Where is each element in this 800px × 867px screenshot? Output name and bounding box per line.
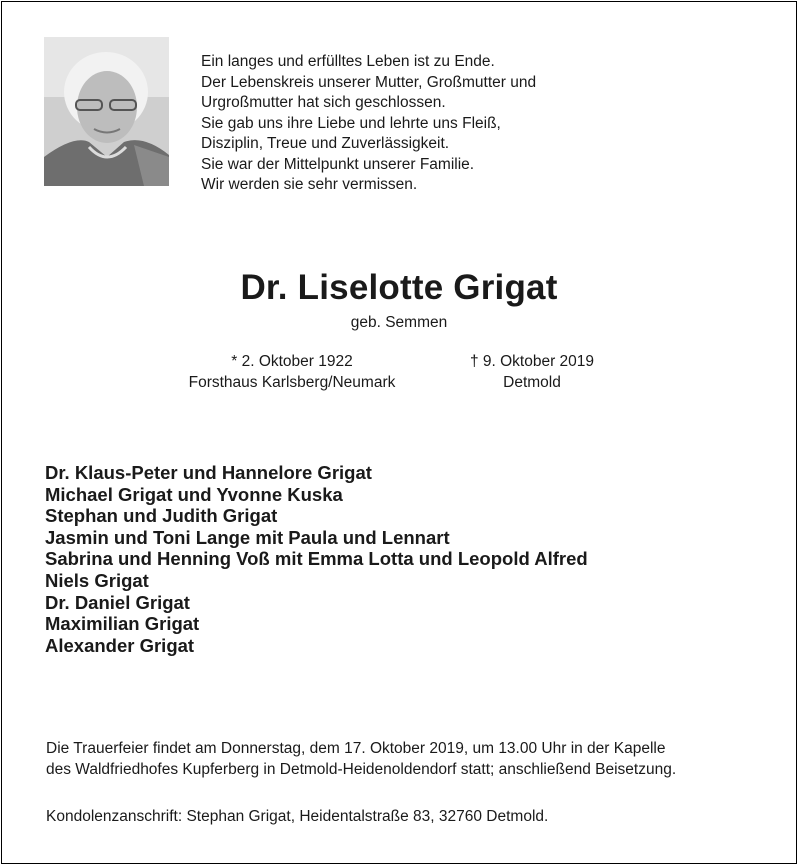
poem-line: Disziplin, Treue und Zuverlässigkeit. [201, 135, 450, 152]
mourner-entry: Stephan und Judith Grigat [45, 505, 278, 527]
death-info [397, 352, 667, 393]
poem-line: Der Lebenskreis unserer Mutter, Großmutter und [201, 73, 537, 91]
mourner-entry: Sabrina und Henning Voß mit Emma Lotta und Leopold Alfred [45, 548, 588, 570]
mourner-entry: Alexander Grigat [45, 634, 195, 656]
portrait-photo [44, 37, 169, 186]
birth-place: Forsthaus Karlsberg/Neumark [188, 373, 396, 391]
mourner-entry: Maximilian Grigat [45, 613, 200, 635]
memorial-poem [201, 52, 621, 196]
poem-line: Ein langes und erfülltes Leben ist zu Ende. [201, 53, 495, 70]
mourner-entry: Dr. Daniel Grigat [45, 591, 190, 613]
mourner-entry: Michael Grigat und Yvonne Kuska [45, 483, 343, 505]
mourners-list [45, 462, 588, 656]
birth-date: * 2. Oktober 1922 [231, 353, 353, 370]
funeral-line: Die Trauerfeier findet am Donnerstag, dem 17. Oktober 2019, um 13.00 Uhr in der Kapelle [46, 740, 666, 757]
poem-line: Sie war der Mittelpunkt unserer Familie. [201, 155, 475, 173]
funeral-line: des Waldfriedhofes Kupferberg in Detmold-Heidenoldendorf statt; anschließend Beisetzung. [46, 761, 677, 778]
poem-line: Urgroßmutter hat sich geschlossen. [201, 94, 446, 111]
maiden-name: geb. Semmen [350, 314, 448, 331]
obituary-notice [1, 1, 797, 864]
deceased-name: Dr. Liselotte Grigat [240, 268, 558, 307]
funeral-info [46, 738, 676, 780]
mourner-entry: Dr. Klaus-Peter und Hannelore Grigat [45, 462, 372, 483]
mourner-entry: Niels Grigat [45, 569, 149, 591]
poem-line: Wir werden sie sehr vermissen. [201, 176, 418, 193]
portrait-photo-icon [44, 37, 169, 186]
mourner-entry: Jasmin und Toni Lange mit Paula und Lennart [45, 526, 450, 548]
poem-line: Sie gab uns ihre Liebe und lehrte uns Fleiß, [201, 114, 501, 132]
death-date: † 9. Oktober 2019 [469, 353, 595, 370]
birth-info [157, 352, 427, 393]
death-place: Detmold [503, 373, 561, 391]
condolence-address: Kondolenzanschrift: Stephan Grigat, Heidentalstraße 83, 32760 Detmold. [46, 808, 549, 825]
